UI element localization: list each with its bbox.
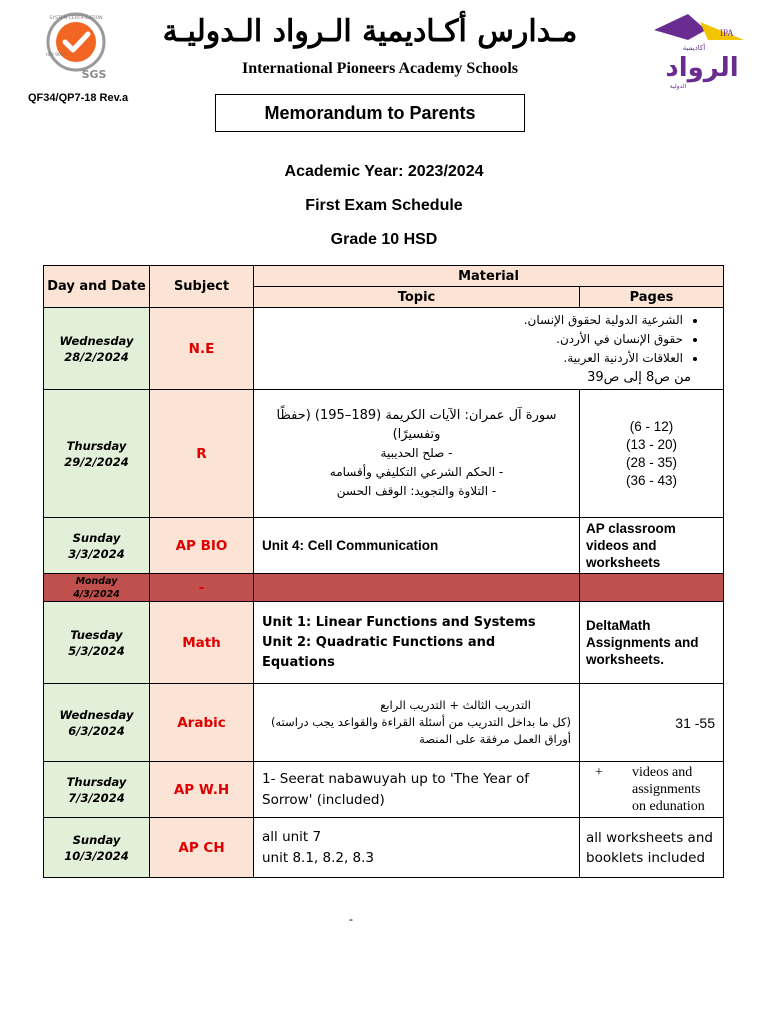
pages-text: videos and assignments on edunation bbox=[632, 765, 705, 814]
day-label: Thursday bbox=[66, 774, 127, 789]
day-label: Wednesday bbox=[59, 707, 134, 722]
day-date-cell bbox=[44, 818, 150, 878]
topic-line: - صلح الحديبية bbox=[380, 446, 453, 460]
day-date-cell bbox=[44, 574, 150, 602]
pages-line: (13 - 20) bbox=[625, 436, 678, 452]
topic-line: التدريب الثالث + التدريب الرابع bbox=[380, 698, 531, 712]
date-label: 5/3/2024 bbox=[68, 643, 125, 658]
table-row bbox=[44, 602, 724, 684]
header-material: Material bbox=[254, 266, 724, 287]
pages-line: (36 - 43) bbox=[625, 472, 678, 488]
topic-cell: 1- Seerat nabawuyah up to 'The Year of Sorrow' (included) bbox=[254, 762, 580, 818]
day-date-cell bbox=[44, 684, 150, 762]
day-label: Wednesday bbox=[59, 333, 134, 348]
topic-list bbox=[262, 311, 715, 368]
date-label: 28/2/2024 bbox=[64, 349, 129, 364]
topic-cell bbox=[254, 818, 580, 878]
day-label: Tuesday bbox=[70, 627, 123, 642]
subject-cell: Arabic bbox=[150, 684, 254, 762]
school-name-arabic: مـدارس أكـاديمية الـرواد الـدوليـة bbox=[162, 14, 578, 49]
list-item: • حقوق الإنسان في الأردن. bbox=[262, 330, 683, 349]
day-date-cell bbox=[44, 602, 150, 684]
date-label: 3/3/2024 bbox=[68, 546, 125, 561]
topic-line: unit 8.1, 8.2, 8.3 bbox=[262, 849, 375, 866]
subject-cell: AP BIO bbox=[150, 518, 254, 574]
pages-cell: 31 -55 bbox=[580, 684, 724, 762]
topic-line: (كل ما بداخل التدريب من أسئلة القراءة والقواعد يجب دراسته) bbox=[270, 715, 571, 729]
subject-cell: - bbox=[150, 574, 254, 602]
table-header-row bbox=[44, 266, 724, 287]
topic-cell bbox=[254, 390, 580, 518]
day-label: Sunday bbox=[72, 832, 121, 847]
pages-bullet: + bbox=[595, 765, 603, 780]
pages-cell bbox=[580, 762, 724, 818]
topic-cell bbox=[254, 602, 580, 684]
topic-cell bbox=[254, 684, 580, 762]
ipa-logo-arabic-small: أكاديمية bbox=[682, 44, 706, 52]
topic-cell: Unit 4: Cell Communication bbox=[254, 518, 580, 574]
table-row bbox=[44, 390, 724, 518]
date-label: 7/3/2024 bbox=[68, 790, 125, 805]
day-date-cell bbox=[44, 518, 150, 574]
date-label: 6/3/2024 bbox=[68, 723, 125, 738]
sgs-logo-iso-text: ISO 9001 bbox=[46, 53, 67, 58]
table-row bbox=[44, 518, 724, 574]
document-code: QF34/QP7-18 Rev.a bbox=[28, 92, 129, 104]
table-row bbox=[44, 684, 724, 762]
day-date-cell bbox=[44, 390, 150, 518]
pages-line: (28 - 35) bbox=[625, 454, 678, 470]
table-row bbox=[44, 818, 724, 878]
ipa-logo-arabic-bottom: الدولية bbox=[669, 83, 687, 90]
subject-cell: N.E bbox=[150, 308, 254, 390]
topic-line: أوراق العمل مرفقة على المنصة bbox=[419, 732, 571, 746]
topic-cell bbox=[254, 308, 724, 390]
exam-schedule-table bbox=[43, 265, 724, 878]
memo-title: Memorandum to Parents bbox=[215, 94, 525, 132]
sgs-logo-text: SGS bbox=[81, 68, 107, 81]
grade-label: Grade 10 HSD bbox=[330, 231, 438, 248]
academic-year: Academic Year: 2023/2024 bbox=[284, 163, 484, 180]
topic-line: all unit 7 bbox=[262, 828, 322, 845]
subject-cell: R bbox=[150, 390, 254, 518]
ipa-school-logo bbox=[648, 10, 748, 92]
day-label: Monday bbox=[75, 575, 118, 587]
topic-line: Unit 1: Linear Functions and Systems bbox=[262, 614, 536, 630]
pages-cell bbox=[580, 390, 724, 518]
list-item: • الشرعية الدولية لحقوق الإنسان. bbox=[262, 311, 683, 330]
day-date-cell bbox=[44, 308, 150, 390]
exam-title: First Exam Schedule bbox=[305, 197, 463, 214]
pages-cell bbox=[580, 574, 724, 602]
list-item: • العلاقات الأردنية العربية. bbox=[262, 349, 683, 368]
ipa-logo-text: IPA bbox=[720, 28, 734, 38]
day-label: Sunday bbox=[72, 530, 121, 545]
pages-bullet-item bbox=[586, 764, 717, 815]
date-label: 10/3/2024 bbox=[64, 848, 129, 863]
sgs-certification-logo bbox=[38, 12, 114, 84]
pages-line: (6 - 12) bbox=[629, 418, 674, 434]
sgs-logo-ring-text: SYSTEM CERTIFICATION bbox=[49, 16, 103, 21]
subject-cell: AP CH bbox=[150, 818, 254, 878]
ipa-logo-arabic: الرواد bbox=[665, 53, 739, 83]
topic-cell bbox=[254, 574, 580, 602]
day-date-cell bbox=[44, 762, 150, 818]
topic-line: Unit 2: Quadratic Functions and Equations bbox=[262, 634, 496, 670]
header-subject: Subject bbox=[150, 266, 254, 308]
pages-cell: all worksheets and booklets included bbox=[580, 818, 724, 878]
table-row bbox=[44, 762, 724, 818]
table-row bbox=[44, 308, 724, 390]
pages-cell: DeltaMath Assignments and worksheets. bbox=[580, 602, 724, 684]
date-label: 29/2/2024 bbox=[64, 454, 129, 469]
subject-cell: Math bbox=[150, 602, 254, 684]
topic-note: من ص8 إلى ص39 bbox=[587, 369, 691, 385]
table-row-holiday bbox=[44, 574, 724, 602]
topic-line: - الحكم الشرعي التكليفي وأقسامه bbox=[329, 465, 504, 479]
subject-cell: AP W.H bbox=[150, 762, 254, 818]
header-pages: Pages bbox=[580, 287, 724, 308]
day-label: Thursday bbox=[66, 438, 127, 453]
pages-cell: AP classroom videos and worksheets bbox=[580, 518, 724, 574]
date-label: 4/3/2024 bbox=[73, 588, 120, 600]
topic-line: - التلاوة والتجويد: الوقف الحسن bbox=[336, 484, 497, 498]
school-name-english: International Pioneers Academy Schools bbox=[242, 60, 518, 77]
topic-line: سورة آل عمران: الآيات الكريمة (189–195) (حفظًا وتفسيرًا) bbox=[276, 408, 557, 442]
header-day-date: Day and Date bbox=[44, 266, 150, 308]
header-topic: Topic bbox=[254, 287, 580, 308]
footer-dash: - bbox=[349, 912, 353, 926]
